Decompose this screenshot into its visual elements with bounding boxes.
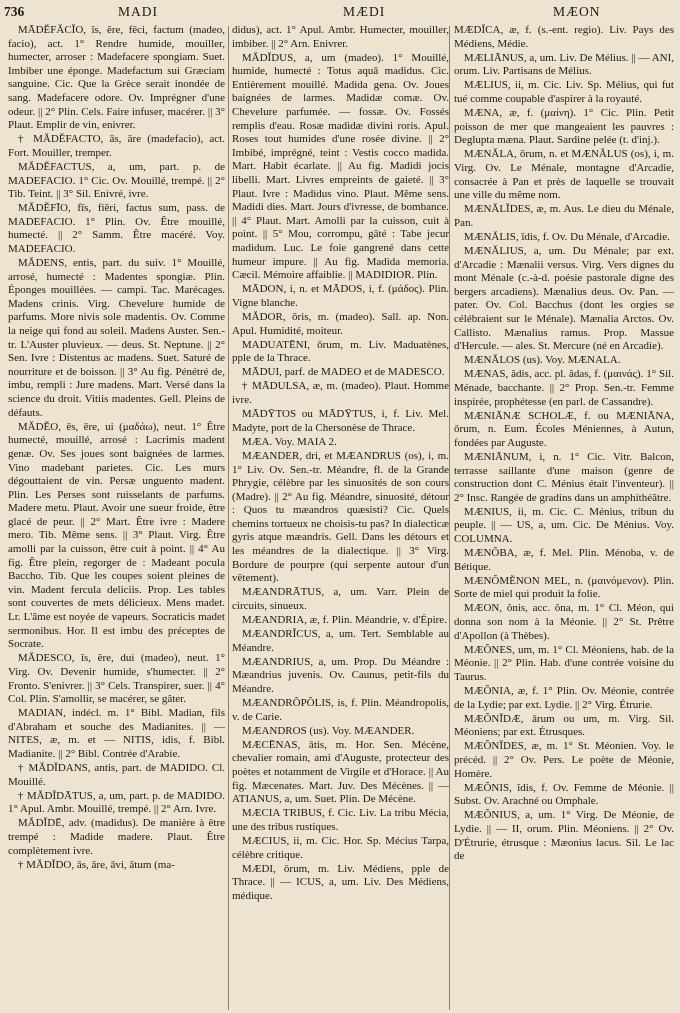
dictionary-entry: MÆŎNES, um, m. 1° Cl. Méoniens, hab. de la Méonie. || 2° Plin. Hab. d'une contrée voisine du Taurus.	[454, 643, 674, 683]
dictionary-entry: MÆNĂLIUS, a, um. Du Ménale; par ext. d'Arcadie : Mænalii versus. Virg. Vers dignes du mont Ménale (c.-à-d. poésie pastorale digne des bergers arcadiens). Mænalius deus. Ov. Pan. — pater. Ov. Col. Bacchus (dont les orgies se célébraient sur le Ménale). Mænalia Arctos. Ov. Callisto. Mænalius ramus. Prop. Massue d'Hercule. — ales. St. Mercure (né en Arcadie).	[454, 245, 674, 353]
dictionary-entry: MĀDUI, parf. de MADEO et de MADESCO.	[241, 366, 445, 379]
dictionary-entry: MÆNAS, ădis, acc. pl. ădas, f. (μαινάς). 1° Sil. Ménade, bacchante. || 2° Prop. Sen.-tr. Femme inspirée, prophétesse (en parl. de Cassandre).	[454, 368, 674, 408]
dictionary-entry: MÆLIĀNUS, a, um. Liv. De Mélius. || — ANI, orum. Liv. Partisans de Mélius.	[454, 51, 674, 78]
dictionary-entry: MĂDĬDUS, a, um (madeo). 1° Mouillé, humide, humecté : Totus aquā madidus. Cic. Entièrement mouillé. Madida gena. Ov. Joues baignées de larmes. Madidæ comæ. Ov. Chevelure parfumée. — fossæ. Ov. Fossés remplis d'eau. Rosæ madidæ divini roris. Apul. Roses tout humides d'une rosée divine. || 2° Imbibé, imprégné, teint : Vestis cocco madida. Mart. Habit écarlate. || Au fig. Madidi jocis libelli. Mart. Livres empreints de gaieté. || 3° Plaut. Ivre : Madidus vino. Plaut. Même sens. Madidi dies. Mart. Jours d'ivresse, de bombance. || 4° Plaut. Mart. Amolli par la cuisson, cuit à point. || 5° Mou, corrompu, gâté : Tabe jecur madidum. Luc. Le foie gangrené dans cette humeur impure. || Au fig. Madida memoria. Cæcil. Mémoire affaiblie. || MADIDIOR. Plin.	[232, 51, 449, 282]
dictionary-entry: MĀDȲTOS ou MĀDȲTUS, i, f. Liv. Mel. Madyte, port de la Chersonèse de Thrace.	[232, 408, 449, 434]
dictionary-entry: MÆDI, ōrum, m. Liv. Médiens, pple de Thrace. || — ICUS, a, um. Liv. Des Médiens, médique.	[232, 862, 449, 902]
dictionary-entry: MÆNŎBA, æ, f. Mel. Plin. Ménoba, v. de Bétique.	[454, 547, 674, 573]
dictionary-entry: MÆNA, æ, f. (μαίνη). 1° Cic. Plin. Petit poisson de mer que mangeaient les pauvres : Deglupta mæna. Plaut. Sardine pelée (t. d'inj.).	[454, 107, 674, 147]
dictionary-entry: MADUATĒNI, ōrum, m. Liv. Maduatènes, pple de la Thrace.	[232, 338, 449, 365]
dictionary-entry: MÆŎNIUS, a, um. 1° Virg. De Méonie, de Lydie. || — II, orum. Plin. Méoniens. || 2° Ov. D'Étrurie, étrusque : Mæonius lacus. Sil. Le lac de	[454, 809, 674, 863]
dictionary-entry: MÆCIUS, ii, m. Cic. Hor. Sp. Mécius Tarpa, célèbre critique.	[232, 835, 449, 861]
dictionary-entry: MÆNĂLA, ōrum, n. et MÆNĂLUS (os), i, m. Virg. Ov. Le Ménale, montagne d'Arcadie, consacrée à Pan et près de laquelle se trouvait une ville du même nom.	[454, 148, 674, 202]
dictionary-entry: MÆANDRŎPŎLIS, is, f. Plin. Méandropolis, v. de Carie.	[232, 697, 449, 723]
page-number: 736	[4, 4, 25, 19]
dictionary-entry: didus), act. 1° Apul. Ambr. Humecter, mouiller, imbiber. || 2° Arn. Enivrer.	[232, 24, 449, 50]
dictionary-entry: MĂDĔFACTUS, a, um, part. p. de MADEFACIO. 1° Cic. Ov. Mouillé, trempé. || 2° Tib. Teint. || 3° Sil. Enivré, ivre.	[8, 160, 225, 201]
dictionary-entry: MÆNIĀNUM, i, n. 1° Cic. Vitr. Balcon, terrasse saillante d'une maison (genre de construction dont C. Ménius était l'inventeur). || 2° Insc. Rangée de gradins dans un amphithéâtre.	[454, 450, 674, 504]
dictionary-entry: MÆŎNIS, ĭdis, f. Ov. Femme de Méonie. || Subst. Ov. Arachné ou Omphale.	[454, 781, 674, 808]
dictionary-entry: MÆNŎMĔNON MEL, n. (μαινόμενον). Plin. Sorte de miel qui produit la folie.	[454, 574, 674, 601]
dictionary-entry: † MĂDĔFACTO, ās, āre (madefacio), act. Fort. Mouiller, tremper.	[8, 133, 225, 159]
dictionary-entry: MÆŎNĬDES, æ, m. 1° St. Méonien. Voy. le précéd. || 2° Ov. Pers. Le poète de Méonie, Homère.	[454, 740, 674, 780]
dictionary-entry: MÆANDER, dri, et MÆANDRUS (os), i, m. 1° Liv. Ov. Sen.-tr. Méandre, fl. de la Grande Phrygie, célèbre par les sinuosités de son cours (Madre). || 2° Au fig. Méandre, sinuosité, détour : Quos tu mæandros quæsisti? Cic. Quels chemins tortueux ne choisis-tu pas? In dialecticæ gyris atque mæandris. Gell. Dans les détours et les méandres de la dialectique. || 3° Virg. Bordure de pourpre (qui serpente autour d'un vêtement).	[232, 449, 449, 585]
dictionary-entry: MÆLIUS, ii, m. Cic. Liv. Sp. Mélius, qui fut tué comme coupable d'aspirer à la royauté.	[454, 79, 674, 105]
running-head-center: MÆDI	[343, 4, 386, 19]
dictionary-entry: MĂDĔO, ēs, ēre, ui (μαδάω), neut. 1° Être humecté, mouillé, arrosé : Lacrimis madent genæ. Ov. Ses joues sont baignées de larmes. Vino madebant parietes. Cic. Les murs dégouttaient de vin. Persæ unguento madent. Plin. Les Perses sont ruisselants de parfums. Madere metu. Plaut. Avoir une sueur froide, être glacé de peur. || 2° Mart. Être ivre : Madere mero. Tib. Même sens. || 3° Plaut. Virg. Être amolli par la cuisson, être cuit à point. || 4° Au fig. Être plein, regorger de : Madeant pocula Baccho. Tib. Que les coupes soient pleines de vin. Madent fercula deliciis. Prop. Les tables sont couvertes de mets délicieux. Mens madet. Lr. L'âme est noyée de vapeurs. Socraticis madet sermonibus. Hor. Il est imbu des préceptes de Socrate.	[8, 420, 225, 651]
dictionary-entry: MÆANDRIA, æ, f. Plin. Méandrie, v. d'Épire.	[241, 614, 447, 627]
column-3	[454, 24, 674, 1010]
dictionary-entry: MADIAN, indécl. m. 1° Bibl. Madian, fils d'Abraham et souche des Madianites. || — NITES, æ, m. et — NITIS, idis, f. Bibl. Madianite. || 2° Bibl. Contrée d'Arabie.	[8, 707, 225, 760]
dictionary-entry: MÆANDROS (us). Voy. MÆANDER.	[241, 724, 415, 737]
running-head-left: MADI	[118, 4, 158, 19]
dictionary-entry: MÆNĂLOS (us). Voy. MÆNALA.	[463, 354, 621, 367]
dictionary-entry: MÆANDRĬCUS, a, um. Tert. Semblable au Méandre.	[232, 628, 449, 654]
dictionary-entry: MĂDOR, ōris, m. (madeo). Sall. ap. Non. Apul. Humidité, moiteur.	[232, 310, 449, 337]
dictionary-entry: † MĂDĬDĀTUS, a, um, part. p. de MADIDO. 1° Apul. Ambr. Mouillé, trempé. || 2° Arn. Ivre.	[8, 789, 225, 816]
dictionary-entry: MÆNĂLIS, ĭdis, f. Ov. Du Ménale, d'Arcadie.	[463, 230, 670, 243]
dictionary-entry: MÆŎNĬDÆ, ārum ou um, m. Virg. Sil. Méoniens; par ext. Étrusques.	[454, 712, 674, 739]
dictionary-entry: † MĀDULSA, æ, m. (madeo). Plaut. Homme ivre.	[232, 380, 449, 407]
dictionary-entry: MÆNĂLĬDES, æ, m. Aus. Le dieu du Ménale, Pan.	[454, 203, 674, 229]
dictionary-entry: MÆA. Voy. MAIA 2.	[241, 435, 337, 448]
dictionary-entry: MĂDENS, entis, part. du suiv. 1° Mouillé, arrosé, humecté : Madentes spongiæ. Plin. Éponges mouillées. — campi. Tac. Marécages. Madens crinis. Virg. Chevelure humide de parfums. More nivis sole madentis. Ov. Comme la neige qui fond au soleil. Madens Auster. Sen.-tr. L'Auster pluvieux. — deus. St. Neptune. || 2° Sen. Ivre : Distentus ac madens. Suet. Saturé de nourriture et de boisson. || 3° Au fig. Pénétré de, imbu, rempli : Jure madens. Mart. Versé dans la science du droit. Vitiis madentes. Gell. Pleins de défauts.	[8, 257, 225, 419]
dictionary-entry: MÆŎNIA, æ, f. 1° Plin. Ov. Méonie, contrée de la Lydie; par ext. Lydie. || 2° Virg. Étrurie.	[454, 685, 674, 711]
dictionary-entry: MÆANDRIUS, a, um. Prop. Du Méandre : Mæandrius juvenis. Ov. Caunus, petit-fils du Méandre.	[232, 655, 449, 695]
dictionary-entry: MÆCĒNAS, ātis, m. Hor. Sen. Mécène, chevalier romain, ami d'Auguste, protecteur des poètes et notamment de Virgile et d'Horace. || Au fig. Mæcenates. Mart. Juv. Des Mécènes. || — ATIANUS, a, um. Suet. Plin. De Mécène.	[232, 738, 449, 806]
dictionary-entry: MÆDĬCA, æ, f. (s.-ent. regio). Liv. Pays des Médiens, Médie.	[454, 24, 674, 50]
dictionary-entry: † MĂDĬDO, ās, āre, āvi, ātum (ma-	[17, 858, 175, 871]
column-rule	[228, 26, 229, 1010]
column-1	[8, 24, 225, 1010]
dictionary-entry: MÆNIĀNÆ SCHOLÆ, f. ou MÆNIĀNA, ōrum, n. Eum. Écoles Méniennes, à Autun, fondées par Auguste.	[454, 409, 674, 449]
column-rule	[449, 26, 450, 1010]
dictionary-entry: MĂDESCO, ĭs, ĕre, dui (madeo), neut. 1° Virg. Ov. Devenir humide, s'humecter. || 2° Fronto. S'enivrer. || 3° Cels. Transpirer, suer. || 4° Col. Plin. S'amollir, se macérer, se gâter.	[8, 652, 225, 706]
running-head	[0, 4, 680, 24]
dictionary-entry: MĂDĔFĪO, fīs, fiĕri, factus sum, pass. de MADEFACIO. 1° Plin. Ov. Être mouillé, humecté. || 2° Samm. Être macéré. Voy. MADEFACIO.	[8, 202, 225, 255]
dictionary-entry: † MĂDĬDANS, antis, part. de MADIDO. Cl. Mouillé.	[8, 762, 225, 788]
dictionary-entry: MÆNIUS, ii, m. Cic. C. Ménius, tribun du peuple. || — US, a, um. Cic. De Ménius. Voy. COLUMNA.	[454, 505, 674, 545]
dictionary-entry: MÆON, ŏnis, acc. ŏna, m. 1° Cl. Méon, qui donna son nom à la Méonie. || 2° St. Prêtre d'Apollon (à Thèbes).	[454, 602, 674, 642]
dictionary-entry: MĀDĔFĂCĬO, ĭs, ĕre, fēci, factum (madeo, facio), act. 1° Rendre humide, mouiller, humecter, arroser : Madefacere spongiam. Suet. Imbiber une éponge. Madefactum sui Græciam sanguine. Cic. Que la Grèce serait inondée de sang. Madefacere odore. Ov. Imprégner d'une odeur. || 2° Plin. Cels. Faire infuser, macérer. || 3° Plaut. Emplir de vin, enivrer.	[8, 24, 225, 132]
dictionary-entry: MÆCIA TRIBUS, f. Cic. Liv. La tribu Mécia, une des tribus rustiques.	[232, 807, 449, 833]
dictionary-entry: MĂDĬDĒ, adv. (madidus). De manière à être trempé : Madide madere. Plaut. Être complètement ivre.	[8, 817, 225, 857]
running-head-right: MÆON	[553, 4, 601, 19]
dictionary-entry: MÆANDRĀTUS, a, um. Varr. Plein de circuits, sinueux.	[232, 586, 449, 612]
column-2	[232, 24, 449, 1010]
dictionary-entry: MĀDON, i, n. et MĀDOS, i, f. (μάδος). Plin. Vigne blanche.	[232, 283, 449, 309]
